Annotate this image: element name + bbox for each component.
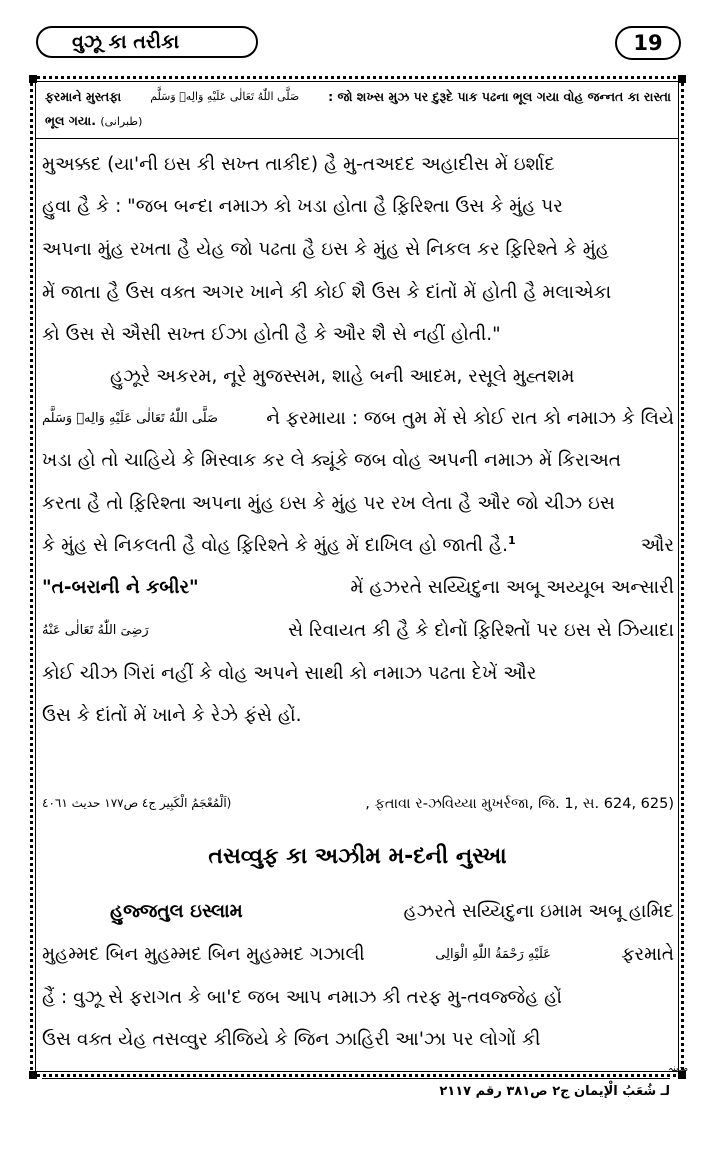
footnote-rule xyxy=(42,1078,670,1079)
book-title: વુઝૂ કા તરીકા xyxy=(36,26,258,58)
madina-mark: مدینہ xyxy=(668,1064,689,1074)
text-line: "ત-બરાની ને કબીર" મેં હઝરતે સય્યિદુના અબૂ અય્યૂબ અન્સારી xyxy=(42,576,674,598)
footnote-marker: 1 xyxy=(507,533,516,547)
text-line: ખડા હો તો ચાહિયે કે મિસ્વાક કર લે ક્યૂંકે જબ વોહ અપની નમાઝ મેં કિરાઅત xyxy=(42,449,622,471)
text-line: ઉસ વક્ત યેહ તસવ્વુર કીજિયે કે જિન ઝાહિરી આ'ઝા પર લોગોં કી xyxy=(42,1028,541,1050)
text-line: હૈં : વુઝૂ સે ફરાગત કે બા'દ જબ આપ નમાઝ કી તરફ મુ-તવજ્જેહ હોં xyxy=(42,986,562,1008)
text-line: કે મુંહ સે નિકલતી હૈ વોહ ફ઼િરિશ્તે કે મુંહ મેં દાખિલ હો જાતી હૈ.$^1$ ઔર xyxy=(42,533,674,557)
reference xyxy=(42,796,674,812)
page-number: 19 xyxy=(615,26,681,60)
salutation-arabic: صَلَّى اللّٰهُ تَعَالٰى عَلَيْهِ وَالِهٖ وَسَلَّم xyxy=(150,90,300,103)
book-name: "ત-બરાની ને કબીર" xyxy=(42,576,199,598)
text-line: હુઝૂરે અકરમ, નૂરે મુજસ્સમ, શાહે બની આદમ, રસૂલે મુહ્તશમ xyxy=(110,365,575,387)
text-line: મેં જાતા હૈ ઉસ વક્ત અગર ખાને કી કોઈ શૈ ઉસ કે દાંતોં મેં હોતી હૈ મલાએકા xyxy=(42,281,612,303)
reference-gujarati: , ફતાવા ર-ઝવિય્યા મુખર્રજા, જિ. 1, સ. 624, 625) xyxy=(365,796,674,812)
text-line: કો ઉસ સે ઐસી સખ્ત ઈઝા હોતી હૈ કે ઔર શૈ સે નહીં હોતી." xyxy=(42,323,501,345)
footnote: لـ شُعَبُ الْإيمان ج٢ ص٣٨١ رقم ٢١١٧ xyxy=(439,1084,670,1099)
frame-corner xyxy=(678,75,686,83)
text-line: હુવા હૈ કે : "જબ બન્દા નમાઝ કો ખડા હોતા હૈ ફ઼િરિશ્તા ઉસ કે મુંહ પર xyxy=(42,195,563,217)
hadith-banner xyxy=(35,81,679,139)
hadith-text: : જો શખ્સ મુઝ પર દુરૂદે પાક પઢના ભૂલ ગયા વોહ જન્નત કા રાસ્તા xyxy=(328,89,671,104)
text-line: صَلَّى اللّٰهُ تَعَالٰى عَلَيْهِ وَالِهٖ وَسَلَّم ને ફરમાયા : જબ તુમ મેં સે કોઈ રાત કો નમાઝ કે લિયે xyxy=(42,407,674,429)
text-line: رَضِیَ اللّٰهُ تَعَالٰی عَنْهُ સે રિવાયત કી હૈ કે દોનોં ફ઼િરિશ્તોં પર ઇસ સે ઝિયાદા xyxy=(42,619,674,641)
text-line: અપના મુંહ રખતા હૈ યેહ જો પઢતા હૈ ઇસ કે મુંહ સે નિકલ કર ફ઼િરિશ્તે કે મુંહ xyxy=(42,238,609,260)
hadith-text-end: ભૂલ ગયા. xyxy=(45,113,96,128)
text-line: મુહમ્મદ બિન મુહમ્મદ બિન મુહમ્મદ ગઝાલી عَلَيْهِ رَحْمَةُ اللّٰهِ الْوَالِی ફરમાતે xyxy=(42,943,674,965)
radiyallahu-arabic: رَضِیَ اللّٰهُ تَعَالٰی عَنْهُ xyxy=(42,622,149,638)
text-line: મુઅક્કદ (યા'ની ઇસ કી સખ્ત તાકીદ) હૈ મુ-તઅદદ અહાદીસ મેં ઇર્શાદ xyxy=(42,153,555,175)
text-line: કોઈ ચીઝ ગિરાં નહીં કે વોહ અપને સાથી કો નમાઝ પઢતા દેખેં ઔર xyxy=(42,662,537,684)
frame-corner xyxy=(29,1071,37,1079)
title-hujjatul-islam: હુજ્જતુલ ઇસ્લામ xyxy=(110,900,243,922)
salutation-arabic: صَلَّى اللّٰهُ تَعَالٰى عَلَيْهِ وَالِهٖ وَسَلَّم xyxy=(42,410,219,426)
text-line: હુજ્જતુલ ઇસ્લામ હઝરતે સય્યિદુના ઇમામ અબૂ હામિદ xyxy=(110,900,674,922)
rahmatullah-arabic: عَلَيْهِ رَحْمَةُ اللّٰهِ الْوَالِی xyxy=(435,946,551,962)
text-line: કરતા હૈ તો ફ઼િરિશ્તા અપના મુંહ ઇસ કે મુંહ પર રખ લેતા હૈ ઔર જો ચીઝ ઇસ xyxy=(42,492,615,514)
hadith-source: (طبرانی) xyxy=(100,115,143,128)
text-line: ઉસ કે દાંતોં મેં ખાને કે રેઝે ફંસે હોં. xyxy=(42,704,302,726)
hadith-lead: ફરમાને મુસ્તફા xyxy=(45,89,122,104)
reference-arabic: (اَلْمُعْجَمُ الْكَبِير ج٤ ص١٧٧ حديث ٤٠٦١ xyxy=(42,796,232,810)
section-heading: તસવ્વુફ કા અઝીમ મ-દની નુસ્ખા xyxy=(208,844,507,869)
